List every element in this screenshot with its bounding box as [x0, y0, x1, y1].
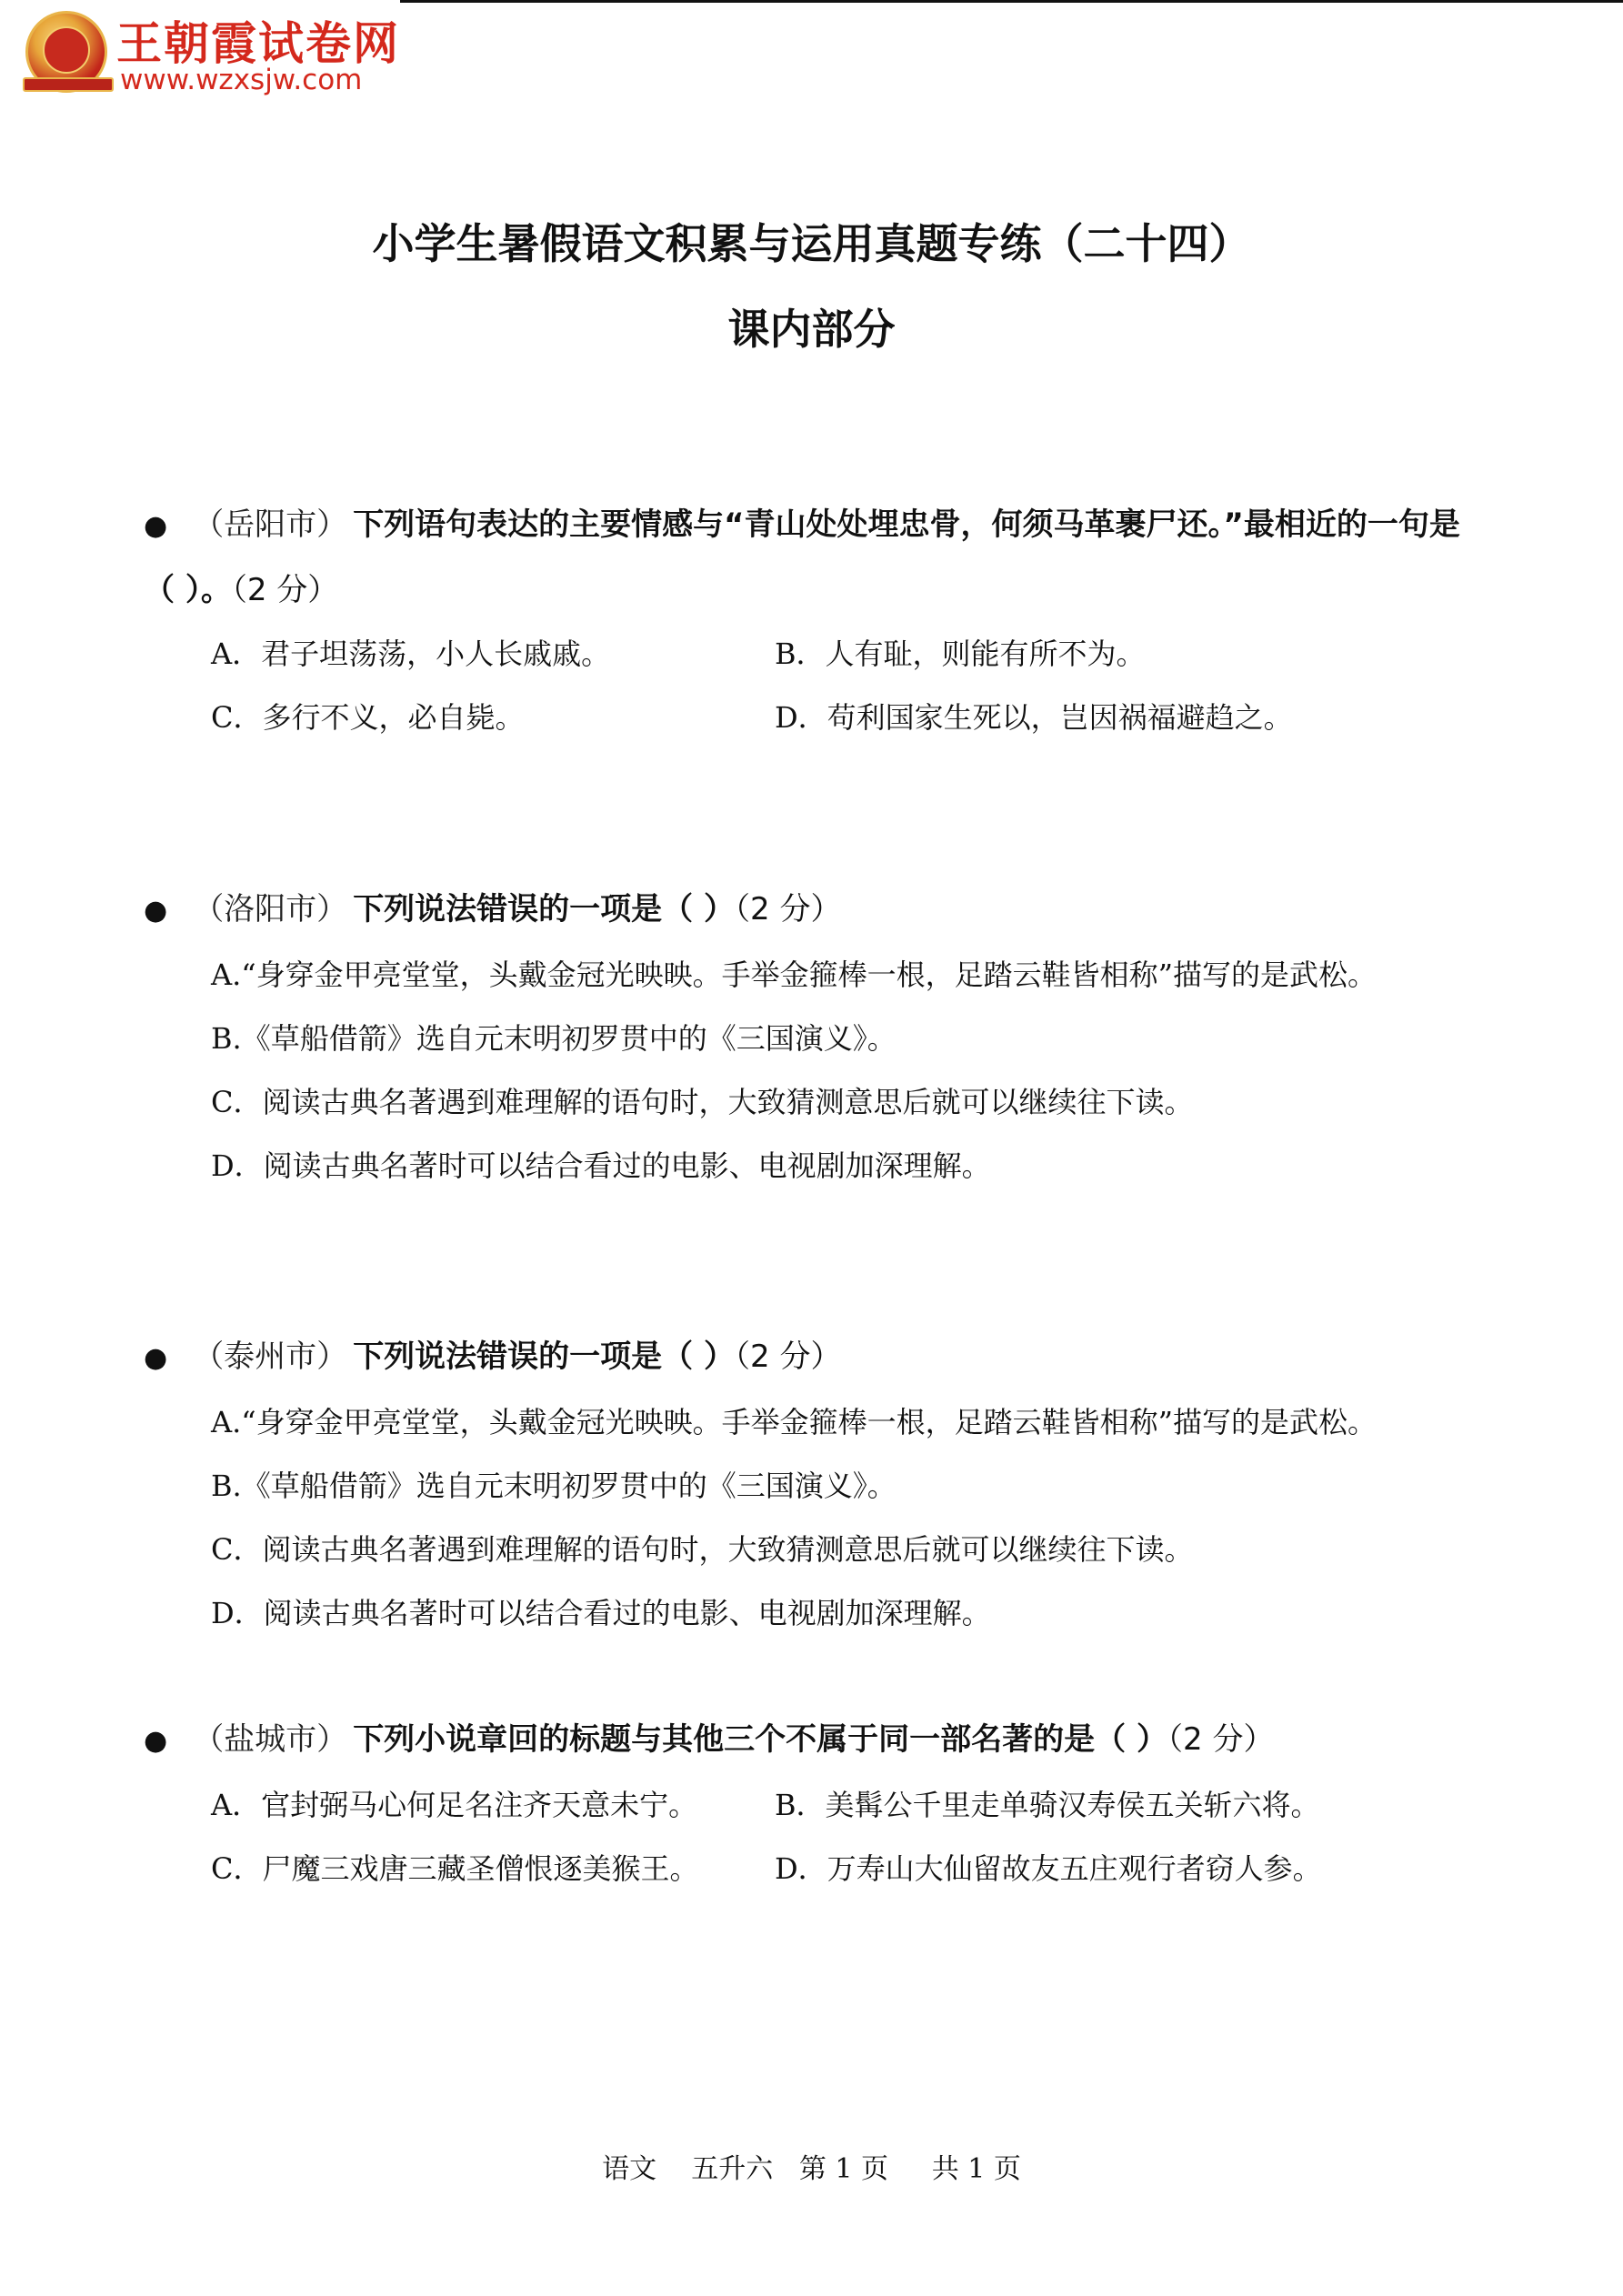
option-b: B．人有耻，则能有所不为。 [775, 637, 1146, 671]
option-c: C．阅读古典名著遇到难理解的语句时，大致猜测意思后就可以继续往下读。 [211, 1085, 1194, 1119]
question-3 [144, 1325, 1489, 1645]
question-text: 下列语句表达的主要情感与“青山处处埋忠骨，何须马革裹尸还。”最相近的一句是（ ）。 [144, 506, 1460, 608]
question-stem [144, 1325, 1489, 1390]
question-stem [144, 877, 1489, 943]
option-b: B．美髯公千里走单骑汉寿侯五关斩六将。 [775, 1788, 1320, 1822]
question-points: （2 分） [735, 1338, 842, 1375]
question-region: （泰州市） [193, 1338, 348, 1375]
bullet-icon: ● [144, 895, 168, 927]
option-b: B.《草船借箭》选自元末明初罗贯中的《三国演义》。 [211, 1021, 897, 1056]
question-4 [144, 1708, 1489, 1900]
option-a: A.“身穿金甲亮堂堂，头戴金冠光映映。手举金箍棒一根，足踏云鞋皆相称”描写的是武松。 [211, 958, 1378, 992]
page-subtitle: 课内部分 [727, 305, 896, 354]
logo-seal-icon [25, 11, 107, 93]
options [211, 943, 1489, 1198]
option-d: D．阅读古典名著时可以结合看过的电影、电视剧加深理解。 [211, 1596, 991, 1630]
option-d: D．阅读古典名著时可以结合看过的电影、电视剧加深理解。 [211, 1148, 991, 1183]
option-c: C．尸魔三戏唐三藏圣僧恨逐美猴王。 [211, 1851, 699, 1886]
footer-grade: 五升六 [691, 2153, 774, 2185]
footer-page: 第 1 页 [798, 2153, 889, 2185]
question-stem [144, 493, 1489, 622]
question-points: （2 分） [735, 891, 842, 927]
question-region: （岳阳市） [193, 506, 348, 543]
question-1 [144, 493, 1489, 749]
question-points: （2 分） [231, 572, 339, 608]
site-logo[interactable] [25, 7, 407, 103]
option-a: A．官封弼马心何足名注齐天意未宁。 [211, 1788, 698, 1822]
question-region: （洛阳市） [193, 891, 348, 927]
options [211, 622, 1489, 749]
option-a: A.“身穿金甲亮堂堂，头戴金冠光映映。手举金箍棒一根，足踏云鞋皆相称”描写的是武松。 [211, 1405, 1378, 1439]
question-text: 下列说法错误的一项是（ ） [353, 891, 736, 927]
brand-url[interactable]: www.wzxsjw.com [120, 64, 363, 96]
question-text: 下列小说章回的标题与其他三个不属于同一部名著的是（ ） [353, 1721, 1168, 1758]
question-stem [144, 1708, 1489, 1773]
options [211, 1773, 1489, 1900]
option-d: D．苟利国家生死以，岂因祸福避趋之。 [775, 700, 1293, 735]
footer-subject: 语文 [602, 2153, 657, 2185]
option-c: C．多行不义，必自毙。 [211, 700, 525, 735]
header-rule [400, 0, 1623, 3]
brand-name: 王朝霞试卷网 [116, 17, 400, 70]
page-title: 小学生暑假语文积累与运用真题专练（二十四） [372, 219, 1251, 268]
option-c: C．阅读古典名著遇到难理解的语句时，大致猜测意思后就可以继续往下读。 [211, 1532, 1194, 1567]
bullet-icon: ● [144, 1342, 168, 1374]
bullet-icon: ● [144, 510, 168, 542]
footer-total: 共 1 页 [931, 2153, 1021, 2185]
option-b: B.《草船借箭》选自元末明初罗贯中的《三国演义》。 [211, 1469, 897, 1503]
question-2 [144, 877, 1489, 1198]
options [211, 1390, 1489, 1645]
option-d: D．万寿山大仙留故友五庄观行者窃人参。 [775, 1851, 1322, 1886]
question-region: （盐城市） [193, 1721, 348, 1758]
page-footer [0, 2146, 1623, 2186]
question-points: （2 分） [1167, 1721, 1275, 1758]
bullet-icon: ● [144, 1725, 168, 1757]
question-text: 下列说法错误的一项是（ ） [353, 1338, 736, 1375]
option-a: A．君子坦荡荡，小人长戚戚。 [211, 637, 611, 671]
